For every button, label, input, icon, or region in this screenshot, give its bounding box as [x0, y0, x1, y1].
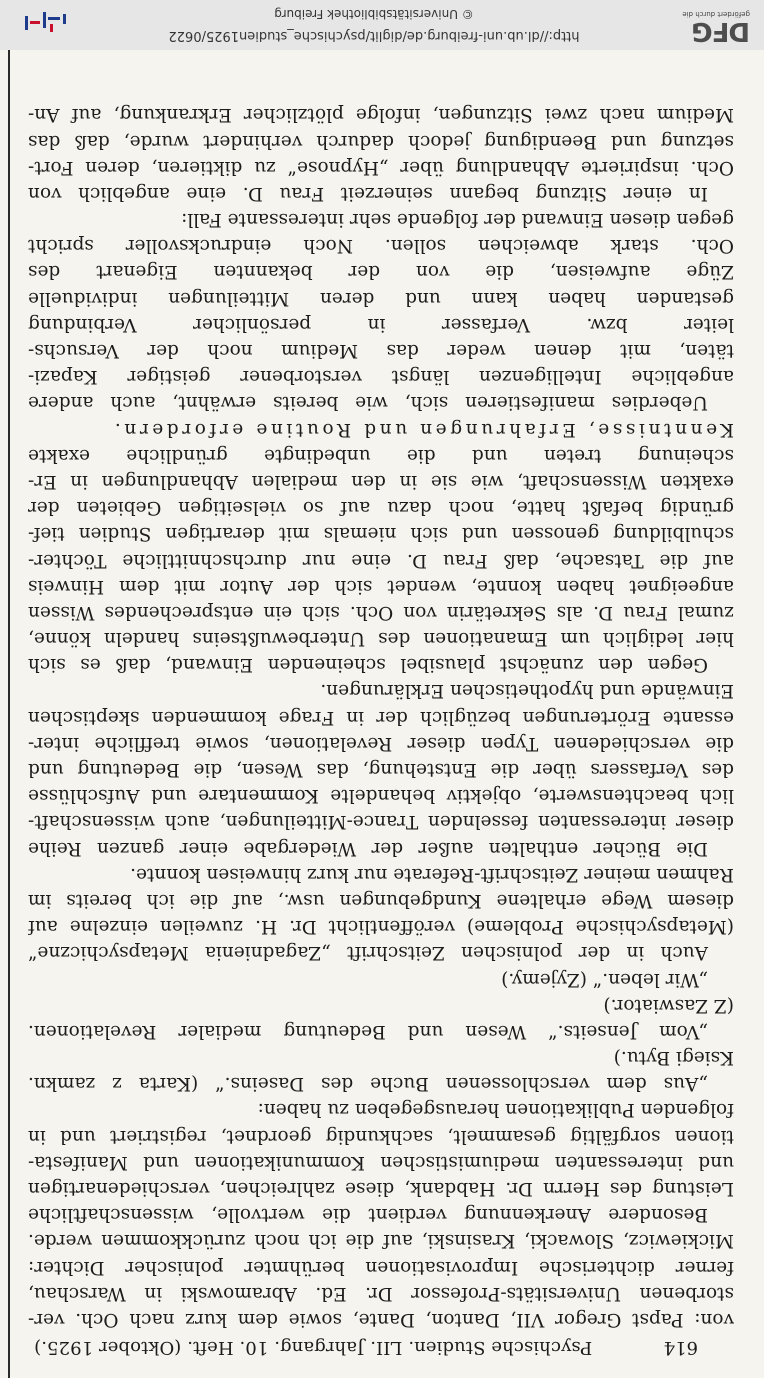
text-line: hier lediglich um Emanationen des Unterbewußtseins handeln könne,	[28, 628, 734, 650]
text-line: „Wir leben.“ (Zyjemy.)	[501, 968, 708, 990]
text-line: die verschiedenen Typen dieser Revelationen, sowie treffliche inter-	[28, 732, 734, 754]
text-line: Kenntnisse, Erfahrungen und Routine erfordern.	[111, 418, 734, 440]
text-line: In einer Sitzung begann seinerzeit Frau D. eine angeblich von	[28, 182, 708, 204]
text-line: Besondere Anerkennung verdient die wertvolle, wissenschaftliche	[28, 1204, 708, 1226]
text-line: exakten Wissenschaft, wie sie in den medialen Abhandlungen in Er-	[28, 471, 734, 492]
text-line: schulbildung genossen und sich niemals mit derartigen Studien tief-	[28, 523, 734, 545]
text-line: leiter bzw. Verfasser in persönlicher Verbindung	[28, 313, 734, 335]
text-line: „Vom Jenseits.“ Wesen und Bedeutung medialer Revelationen.	[28, 1020, 708, 1042]
scan-edge-line	[8, 50, 10, 1378]
text-line: storbenen Universitäts-Professor Dr. Ed. Abramowski in Warschau,	[28, 1282, 734, 1304]
text-line: Züge aufweisen, die von der bekannten Eigenart des	[28, 261, 734, 283]
university-library-logo	[24, 6, 68, 36]
footer-url-link[interactable]: http://dl.ub.uni-freiburg.de/diglit/psychische_studien1925/0622	[168, 28, 580, 43]
text-line: (Metapsychische Probleme) veröffentlicht Dr. H. zuweilen einzelne auf	[28, 916, 734, 938]
text-line: zumal Frau D. als Sekretärin von Och. sich ein entsprechendes Wissen	[28, 601, 734, 623]
text-line: folgenden Publikationen herausgegeben zu haben:	[257, 1099, 734, 1121]
dfg-wordmark: DFG	[692, 16, 750, 46]
text-line: täten, mit denen weder das Medium noch der Versuchs-	[28, 340, 734, 362]
text-line: scheinung treten und die unbedingte gründliche exakte	[28, 444, 734, 466]
text-line: Ueberdies manifestieren sich, wie bereits erwähnt, auch andere	[28, 392, 708, 414]
text-line: von: Papst Gregor VII, Danton, Dante, sowie dem kurz nach Och. ver-	[28, 1309, 734, 1330]
text-line: Och. inspirierte Abhandlung über „Hypnose“ zu diktieren, deren Fort-	[28, 156, 734, 178]
text-line: Auch in der polnischen Zeitschrift „Zagadnienia Metapsychiczne“	[28, 942, 708, 964]
text-line: „Aus dem verschlossenen Buche des Daseins.“ (Karta z zamkn.	[28, 1073, 708, 1095]
text-line: Rahmen meiner Zeitschrift-Referate nur kurz hinweisen konnte.	[130, 863, 734, 885]
running-title: Psychische Studien. LII. Jahrgang. 10. Heft. (Oktober 1925.)	[34, 1337, 593, 1358]
text-line: tionen sorgfältig gesammelt, sachkundig geordnet, registriert und in	[28, 1125, 734, 1147]
text-line: lich beachtenswerte, objektiv behandelte Kommentare und Aufschlüsse	[28, 785, 734, 807]
text-line: Medium nach zwei Sitzungen, infolge plötzlicher Erkrankung, auf An-	[28, 104, 734, 126]
text-line: dieser interessanten fesselnden Trance-Mitteilungen, auch wissenschaft-	[28, 811, 734, 833]
text-line: essante Erörterungen bezüglich der in Frage kommenden skeptischen	[28, 706, 734, 728]
text-line: (Z Zaswiator.)	[603, 994, 734, 1016]
text-line: gegen diesen Einwand der folgende sehr interessante Fall:	[181, 209, 734, 231]
text-line: Och. stark abweichen sollen. Noch eindrucksvoller spricht	[28, 235, 734, 257]
running-head	[34, 1328, 698, 1358]
text-line: auf die Tatsache, daß Frau D. eine nur durchschnittliche Töchter-	[28, 549, 734, 571]
text-line: angebliche Intelligenzen längst verstorbener geistiger Kapazi-	[28, 366, 734, 388]
footer-copyright: © Universitätsbibliothek Freiburg	[274, 7, 474, 21]
text-line: ferner dichterische Improvisationen berühmter polnischer Dichter:	[28, 1256, 734, 1278]
text-line: und interessanten mediumistischen Kommunikationen und Manifesta-	[28, 1151, 734, 1173]
body-text	[28, 101, 734, 1332]
text-line: diesem Wege erhaltene Kundgebungen usw., auf die ich bereits im	[28, 890, 734, 911]
text-line: gründig befaßt hatte, noch dazu auf so vielseitigen Gebieten der	[28, 497, 734, 519]
text-line: angeeignet haben konnte, wendet sich der Autor mit dem Hinweis	[28, 575, 734, 597]
text-line: Einwände und hypothetischen Erklärungen.	[320, 680, 734, 702]
text-line: des Verfassers über die Entstehung, das Wesen, die Bedeutung und	[28, 759, 734, 781]
text-line: setzung und Beendigung jedoch dadurch verhindert wurde, daß das	[28, 130, 734, 152]
text-line: gestanden haben kann und deren Mitteilungen individuelle	[28, 287, 734, 309]
dfg-tagline: gefördert durch die	[682, 10, 750, 18]
page-number: 614	[663, 1337, 698, 1358]
text-line: Leistung des Herrn Dr. Habdank, diese zahlreichen, verschiedenartigen	[28, 1178, 734, 1200]
text-line: Mickiewicz, Slowacki, Krasinski, auf die ich noch zurückkommen werde.	[28, 1230, 734, 1252]
text-line: Ksiegi Bytu.)	[613, 1047, 734, 1069]
dfg-logo	[682, 4, 750, 46]
text-line: Die Bücher enthalten außer der Wiedergabe einer ganzen Reihe	[28, 837, 708, 859]
text-line: Gegen den zunächst plausibel scheinenden Einwand, daß es sich	[28, 654, 708, 676]
